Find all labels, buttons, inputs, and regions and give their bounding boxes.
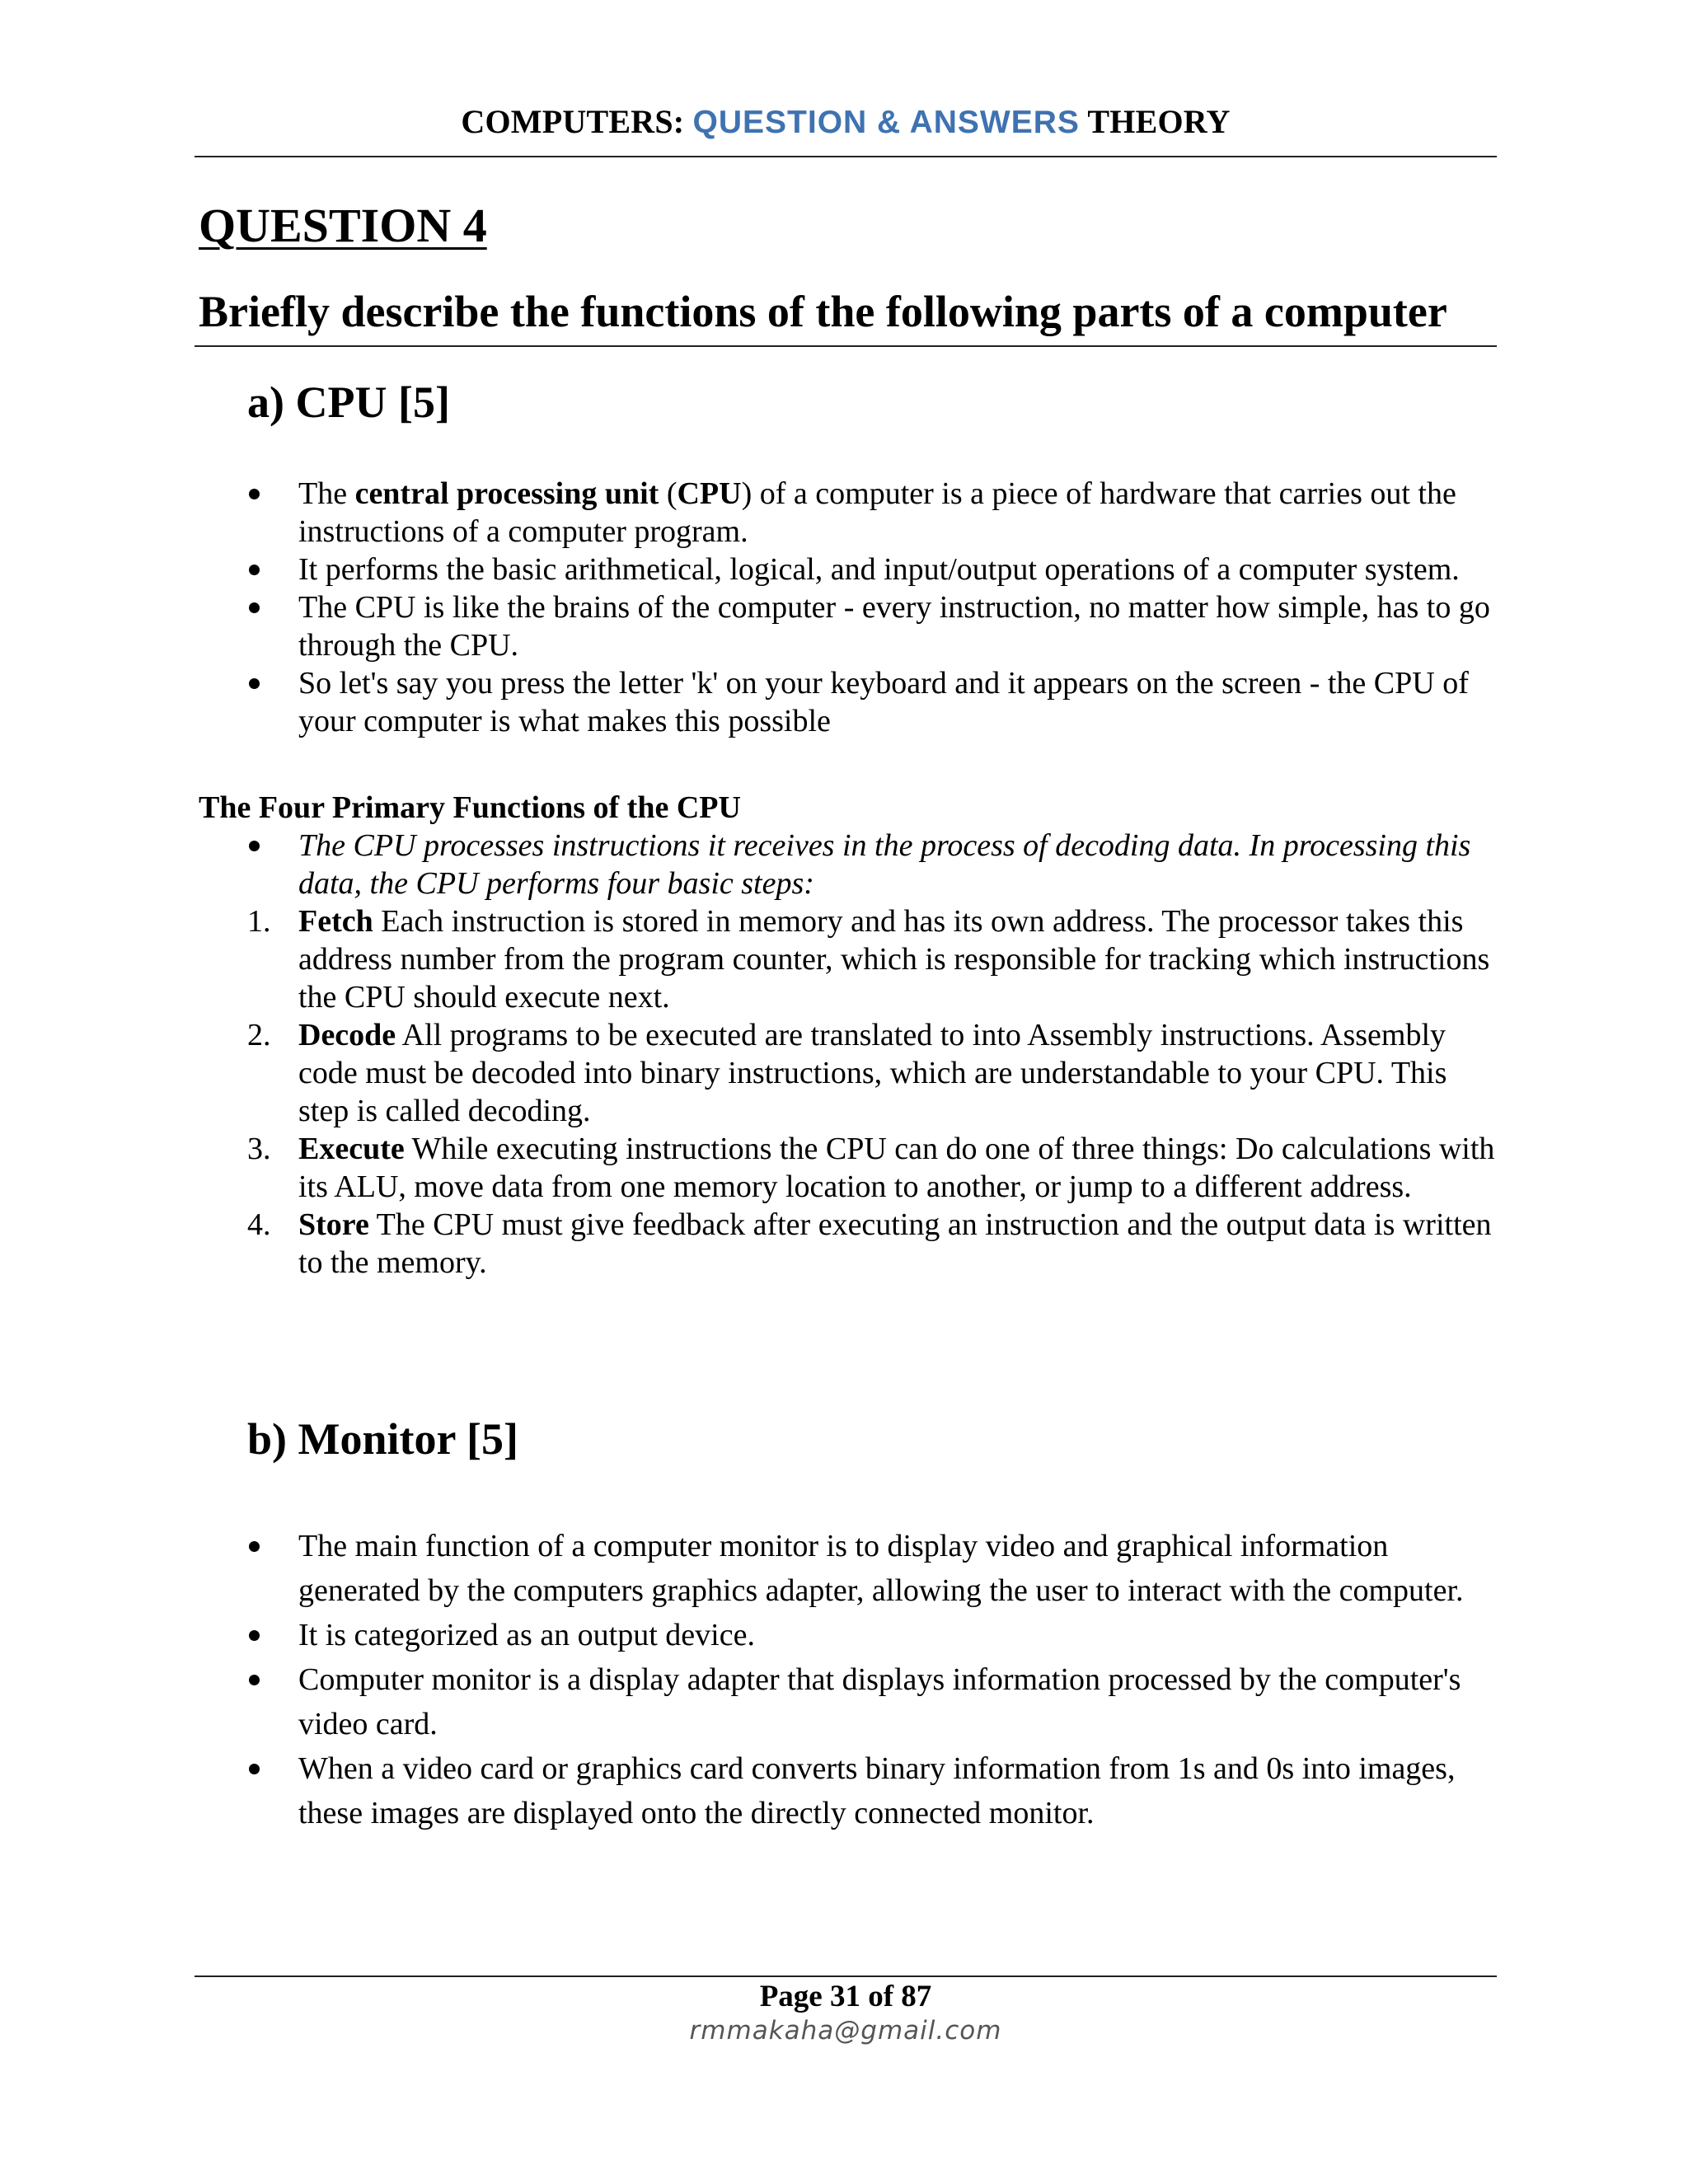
list-item: So let's say you press the letter 'k' on your keyboard and it appears on the screen - the CPU of your computer is what makes this possible [298, 666, 1469, 738]
functions-steps-list [247, 902, 1500, 1282]
term-cpu-full: central processing unit [354, 476, 659, 511]
list-item: 1. Fetch Each instruction is stored in memory and has its own address. The processor takes this address number from the program counter, which is responsible for tracking which instructions the CPU should execute next. [247, 904, 1490, 1015]
list-item: 2. Decode All programs to be executed are translated to into Assembly instructions. Assembly code must be decoded into binary instructions, which are understandable to your CPU. This step is called decoding. [247, 1018, 1447, 1128]
header-left: COMPUTERS [461, 103, 673, 140]
running-header [195, 97, 1497, 148]
subtitle-divider [195, 345, 1497, 347]
footer-divider [195, 1975, 1497, 1977]
list-item: Computer monitor is a display adapter that displays information processed by the computer's video card. [298, 1662, 1461, 1741]
list-item: The main function of a computer monitor is to display video and graphical information generated by the computers graphics adapter, allowing the user to interact with the computer. [298, 1529, 1464, 1608]
footer-email: rmmakaha@gmail.com [689, 2016, 1002, 2046]
step-term: Execute [298, 1132, 405, 1166]
list-item: The CPU is like the brains of the computer - every instruction, no matter how simple, has to go through the CPU. [298, 590, 1490, 663]
section-b-heading: b) Monitor [5] [247, 1414, 518, 1464]
cpu-bullet-list [247, 475, 1500, 740]
functions-title: The Four Primary Functions of the CPU [199, 790, 741, 825]
question-subtitle: Briefly describe the functions of the following parts of a computer [199, 287, 1447, 336]
question-title: QUESTION 4 [199, 199, 487, 252]
step-number: 3. [247, 1132, 271, 1166]
list-item: 4. Store The CPU must give feedback after executing an instruction and the output data is written to the memory. [247, 1207, 1492, 1280]
term-cpu: CPU [677, 476, 742, 511]
step-number: 1. [247, 904, 271, 939]
step-number: 2. [247, 1018, 271, 1052]
header-colon: : [673, 103, 693, 140]
list-item: It performs the basic arithmetical, logical, and input/output operations of a computer system. [298, 552, 1460, 587]
header-highlight: QUESTION & ANSWERS [692, 105, 1080, 140]
list-item: 3. Execute While executing instructions the CPU can do one of three things: Do calculations with its ALU, move data from one memory location to another, or jump to a different address. [247, 1132, 1495, 1204]
step-term: Store [298, 1207, 369, 1242]
step-term: Decode [298, 1018, 396, 1052]
header-divider [195, 156, 1497, 157]
monitor-bullet-list [247, 1524, 1500, 1835]
list-item: When a video card or graphics card converts binary information from 1s and 0s into images, these images are displayed onto the directly connected monitor. [298, 1751, 1456, 1830]
section-a-heading: a) CPU [5] [247, 377, 450, 427]
list-item: It is categorized as an output device. [298, 1618, 755, 1652]
list-item: The CPU processes instructions it receives in the process of decoding data. In processing this data, the CPU performs four basic steps: [298, 828, 1471, 901]
step-number: 4. [247, 1207, 271, 1242]
step-term: Fetch [298, 904, 373, 939]
page-number: Page 31 of 87 [759, 1980, 932, 2013]
functions-intro [247, 827, 1500, 902]
header-right: THEORY [1079, 103, 1231, 140]
list-item: The central processing unit (CPU) of a computer is a piece of hardware that carries out the instructions of a computer program. [298, 476, 1456, 549]
